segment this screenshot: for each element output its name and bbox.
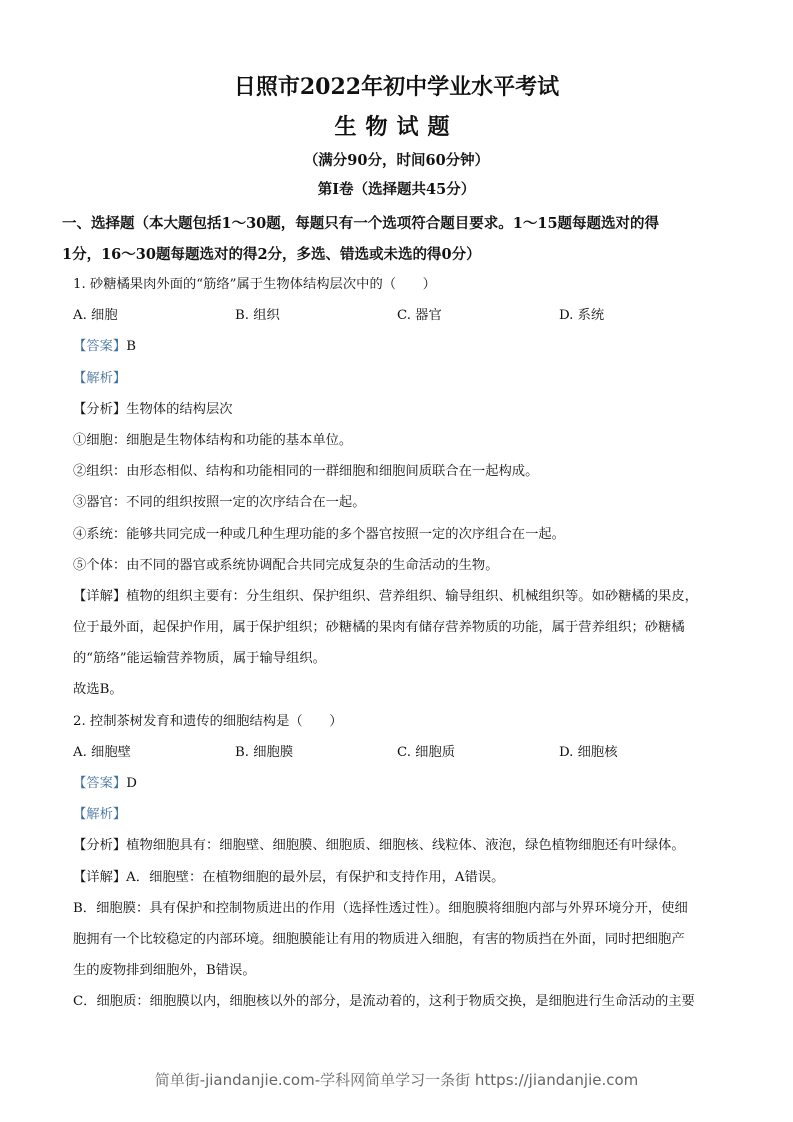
section-label: 【答案】 bbox=[73, 776, 127, 791]
line-text: B．细胞膜：具有保护和控制物质进出的作用（选择性透过性）。细胞膜将细胞内部与外界环境分开，使细 bbox=[73, 900, 688, 916]
answer-option: C. 细胞质 bbox=[397, 744, 456, 760]
text-line bbox=[73, 618, 733, 649]
text-line bbox=[73, 400, 733, 431]
text-line bbox=[73, 587, 733, 618]
answer-option: B. 细胞膜 bbox=[235, 744, 294, 760]
text-line bbox=[73, 992, 733, 1023]
part-title: 第Ⅰ卷（选择题共45分） bbox=[317, 181, 476, 198]
line-text: D bbox=[126, 776, 137, 791]
section-label: 【解析】 bbox=[73, 807, 127, 823]
answer-option: A. 细胞壁 bbox=[73, 744, 131, 760]
labeled-line bbox=[73, 805, 733, 836]
text-line bbox=[73, 493, 733, 524]
line-text: C．细胞质：细胞膜以内，细胞核以外的部分，是流动着的，这利于物质交换，是细胞进行生命活动的主要 bbox=[73, 994, 695, 1010]
exam-meta: （满分90分，时间60分钟） bbox=[303, 152, 490, 169]
answer-option: D. 细胞核 bbox=[559, 744, 618, 760]
line-text: 2. 控制茶树发育和遗传的细胞结构是（ ） bbox=[73, 713, 343, 729]
answer-options bbox=[73, 743, 733, 774]
answer-option: C. 器官 bbox=[397, 308, 442, 324]
labeled-line bbox=[73, 337, 733, 368]
line-text: ③器官：不同的组织按照一定的次序结合在一起。 bbox=[73, 495, 366, 511]
text-line bbox=[73, 961, 733, 992]
text-line bbox=[73, 462, 733, 493]
line-text: 【详解】植物的组织主要有：分生组织、保护组织、营养组织、输导组织、机械组织等。如砂糖橘的果皮， bbox=[73, 588, 698, 604]
line-text: 1. 砂糖橘果肉外面的“筋络”属于生物体结构层次中的（ ） bbox=[73, 277, 436, 292]
text-line bbox=[73, 930, 733, 961]
line-text: 【分析】生物体的结构层次 bbox=[73, 401, 233, 417]
footer-watermark: 简单街-jiandanjie.com-学科网简单学习一条街 https://jiandanjie.com bbox=[154, 1071, 639, 1089]
labeled-line bbox=[73, 369, 733, 400]
text-line bbox=[73, 275, 733, 306]
section-label: 【答案】 bbox=[73, 339, 127, 355]
text-line bbox=[73, 712, 733, 743]
document-body bbox=[73, 275, 733, 1024]
section-label: 【解析】 bbox=[73, 370, 127, 386]
text-line bbox=[73, 556, 733, 587]
answer-option: D. 系统 bbox=[559, 308, 605, 324]
line-text: ⑤个体：由不同的器官或系统协调配合共同完成复杂的生命活动的生物。 bbox=[73, 557, 499, 573]
line-text: 位于最外面，起保护作用，属于保护组织；砂糖橘的果肉有储存营养物质的功能，属于营养组织；砂糖橘 bbox=[73, 620, 685, 636]
document-title: 日照市2022年初中学业水平考试 bbox=[233, 74, 560, 100]
text-line bbox=[73, 836, 733, 867]
text-line bbox=[73, 431, 733, 462]
labeled-line bbox=[73, 774, 733, 805]
text-line bbox=[73, 649, 733, 680]
section-instructions-line-2: 1分，16～30题每题选对的得2分，多选、错选或未选的得0分） bbox=[62, 246, 481, 263]
text-line bbox=[73, 868, 733, 899]
section-instructions-line-1: 一、选择题（本大题包括1～30题，每题只有一个选项符合题目要求。1～15题每题选对的得 bbox=[62, 215, 660, 232]
line-text: 【详解】A．细胞壁：在植物细胞的最外层，有保护和支持作用，A错误。 bbox=[73, 869, 505, 885]
line-text: 胞拥有一个比较稳定的内部环境。细胞膜能让有用的物质进入细胞，有害的物质挡在外面，同时把细胞产 bbox=[73, 931, 685, 947]
text-line bbox=[73, 525, 733, 556]
text-line bbox=[73, 680, 733, 711]
line-text: ④系统：能够共同完成一种或几种生理功能的多个器官按照一定的次序组合在一起。 bbox=[73, 526, 565, 542]
text-line bbox=[73, 899, 733, 930]
answer-options bbox=[73, 306, 733, 337]
answer-option: A. 细胞 bbox=[73, 308, 118, 324]
subject-title: 生物试题 bbox=[334, 114, 459, 140]
line-text: ②组织：由形态相似、结构和功能相同的一群细胞和细胞间质联合在一起构成。 bbox=[73, 464, 539, 480]
line-text: ①细胞：细胞是生物体结构和功能的基本单位。 bbox=[73, 432, 353, 448]
line-text: 【分析】植物细胞具有：细胞壁、细胞膜、细胞质、细胞核、线粒体、液泡，绿色植物细胞还有叶绿体。 bbox=[73, 838, 685, 854]
line-text: 生的废物排到细胞外，B错误。 bbox=[73, 963, 256, 979]
line-text: 故选B。 bbox=[73, 682, 123, 698]
line-text: 的“筋络”能运输营养物质，属于输导组织。 bbox=[73, 651, 326, 667]
answer-option: B. 组织 bbox=[235, 308, 280, 324]
line-text: B bbox=[126, 339, 136, 355]
